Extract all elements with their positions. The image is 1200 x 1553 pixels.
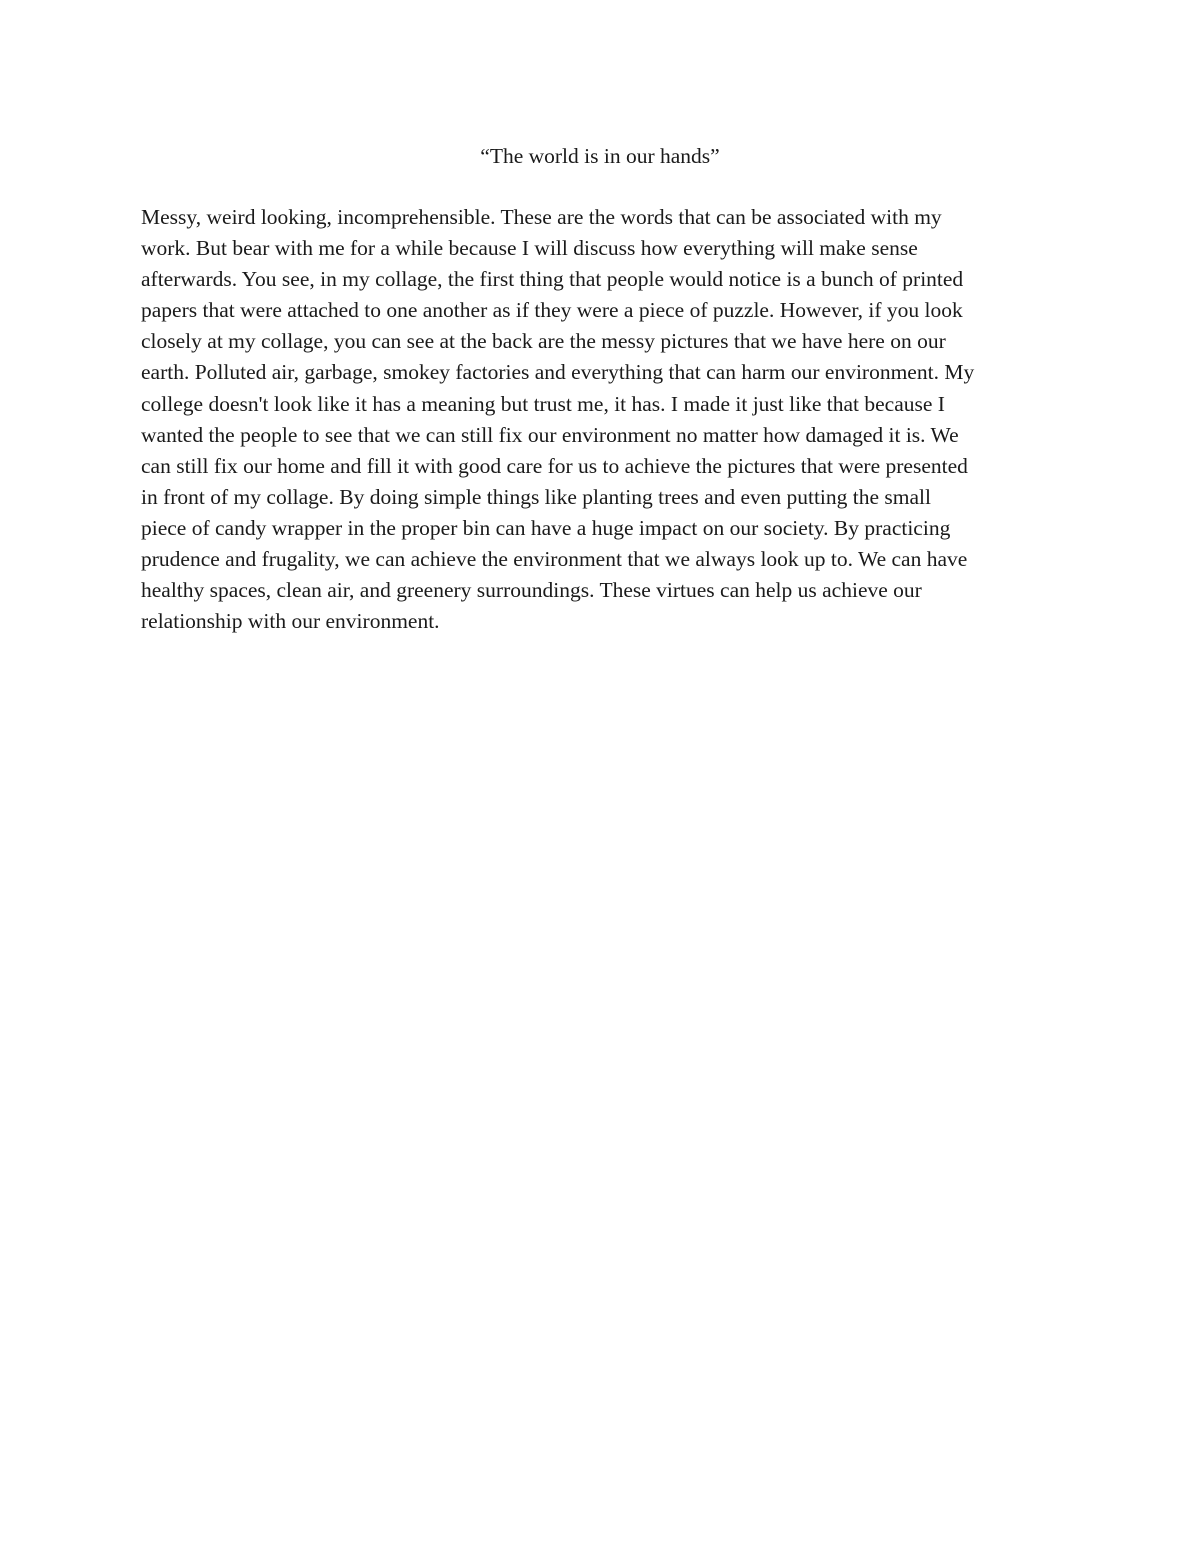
paragraph-line: relationship with our environment. xyxy=(141,609,440,634)
paragraph-line: can still fix our home and fill it with good care for us to achieve the pictures that were presented xyxy=(141,453,968,478)
paragraph-line: piece of candy wrapper in the proper bin can have a huge impact on our society. By practicing xyxy=(141,515,951,540)
paragraph-line: Messy, weird looking, incomprehensible. These are the words that can be associated with my xyxy=(141,205,942,229)
paragraph-line: afterwards. You see, in my collage, the first thing that people would notice is a bunch of printed xyxy=(141,267,964,292)
paragraph-line: papers that were attached to one another as if they were a piece of puzzle. However, if you look xyxy=(141,298,963,323)
document-title: “The world is in our hands” xyxy=(480,144,720,168)
paragraph-line: in front of my collage. By doing simple things like planting trees and even putting the small xyxy=(141,484,931,509)
paragraph-line: prudence and frugality, we can achieve the environment that we always look up to. We can have xyxy=(141,547,968,572)
paragraph-line: college doesn't look like it has a meaning but trust me, it has. I made it just like that because I xyxy=(141,391,945,416)
paragraph-line: earth. Polluted air, garbage, smokey factories and everything that can harm our environment. My xyxy=(141,360,975,385)
paragraph-line: healthy spaces, clean air, and greenery surroundings. These virtues can help us achieve our xyxy=(141,578,922,603)
paragraph-line: work. But bear with me for a while because I will discuss how everything will make sense xyxy=(141,236,918,261)
paragraph-line: wanted the people to see that we can still fix our environment no matter how damaged it is. We xyxy=(141,422,959,447)
essay-paragraph xyxy=(141,202,1066,637)
paragraph-line: closely at my collage, you can see at the back are the messy pictures that we have here on our xyxy=(141,329,946,354)
